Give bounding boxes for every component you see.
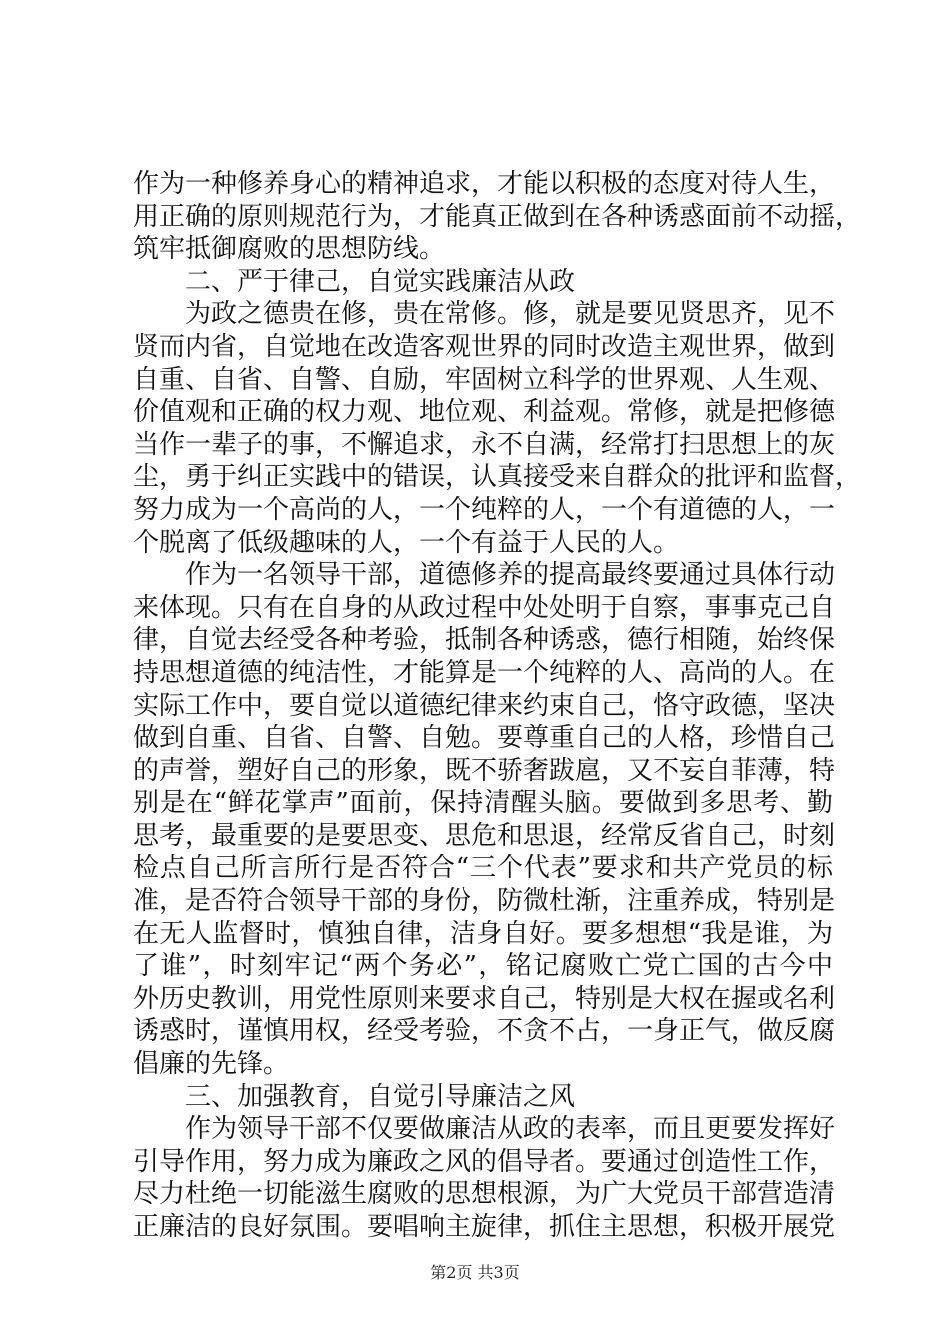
text-line: 准，是否符合领导干部的身份，防微杜渐，注重养成，特别是 — [133, 886, 836, 917]
text-line: 价值观和正确的权力观、地位观、利益观。常修，就是把修德 — [133, 397, 836, 428]
text-line: 持思想道德的纯洁性，才能算是一个纯粹的人、高尚的人。在 — [133, 657, 836, 688]
body-text — [133, 168, 862, 1244]
text-line: 思考，最重要的是要思变、思危和思退，经常反省自己，时刻 — [133, 820, 836, 851]
text-line: 倡廉的先锋。 — [133, 1049, 290, 1080]
text-line: 作为一种修养身心的精神追求，才能以积极的态度对待人生， — [133, 169, 836, 199]
text-line: 为政之德贵在修，贵在常修。修，就是要见贤思齐，见不 — [185, 299, 836, 330]
text-line: 诱惑时，谨慎用权，经受考验，不贪不占，一身正气，做反腐 — [133, 1016, 836, 1047]
text-line: 贤而内省，自觉地在改造客观世界的同时改造主观世界，做到 — [133, 331, 836, 362]
text-line: 来体现。只有在自身的从政过程中处处明于自察，事事克己自 — [133, 592, 836, 623]
text-line: 筑牢抵御腐败的思想防线。 — [133, 234, 446, 265]
text-line: 正廉洁的良好氛围。要唱响主旋律，抓住主思想，积极开展党 — [133, 1212, 836, 1242]
text-line: 作为一名领导干部，道德修养的提高最终要通过具体行动 — [185, 560, 836, 591]
text-line: 三、加强教育，自觉引导廉洁之风 — [185, 1081, 576, 1112]
text-line: 实际工作中，要自觉以道德纪律来约束自己，恪守政德，坚决 — [133, 690, 836, 721]
text-line: 了谁”，时刻牢记“两个务必”，铭记腐败亡党亡国的古今中 — [133, 951, 833, 982]
text-line: 别是在“鲜花掌声”面前，保持清醒头脑。要做到多思考、勤 — [133, 788, 833, 819]
text-line: 在无人监督时，慎独自律，洁身自好。要多想想“我是谁，为 — [133, 918, 833, 949]
text-line: 用正确的原则规范行为，才能真正做到在各种诱惑面前不动摇， — [133, 201, 862, 232]
text-line: 尘，勇于纠正实践中的错误，认真接受来自群众的批评和监督， — [133, 462, 862, 493]
text-line: 律，自觉去经受各种考验，抵制各种诱惑，德行相随，始终保 — [133, 625, 836, 656]
page-footer: 第2页 共3页 — [430, 1263, 520, 1282]
text-line: 尽力杜绝一切能滋生腐败的思想根源，为广大党员干部营造清 — [133, 1179, 836, 1210]
text-line: 当作一辈子的事，不懈追求，永不自满，经常打扫思想上的灰 — [133, 429, 836, 460]
text-line: 作为领导干部不仅要做廉洁从政的表率，而且更要发挥好 — [185, 1114, 836, 1145]
text-line: 外历史教训，用党性原则来要求自己，特别是大权在握或名利 — [133, 983, 836, 1014]
text-line: 二、严于律己，自觉实践廉洁从政 — [185, 266, 576, 297]
text-line: 自重、自省、自警、自励，牢固树立科学的世界观、人生观、 — [133, 364, 836, 395]
text-line: 的声誉，塑好自己的形象，既不骄奢跋扈，又不妄自菲薄，特 — [133, 755, 836, 786]
text-line: 做到自重、自省、自警、自勉。要尊重自己的人格，珍惜自己 — [133, 723, 836, 754]
text-line: 引导作用，努力成为廉政之风的倡导者。要通过创造性工作， — [133, 1146, 836, 1177]
text-line: 检点自己所言所行是否符合“三个代表”要求和共产党员的标 — [133, 853, 833, 884]
text-line: 个脱离了低级趣味的人，一个有益于人民的人。 — [133, 527, 680, 558]
text-line: 努力成为一个高尚的人，一个纯粹的人，一个有道德的人，一 — [133, 494, 836, 525]
